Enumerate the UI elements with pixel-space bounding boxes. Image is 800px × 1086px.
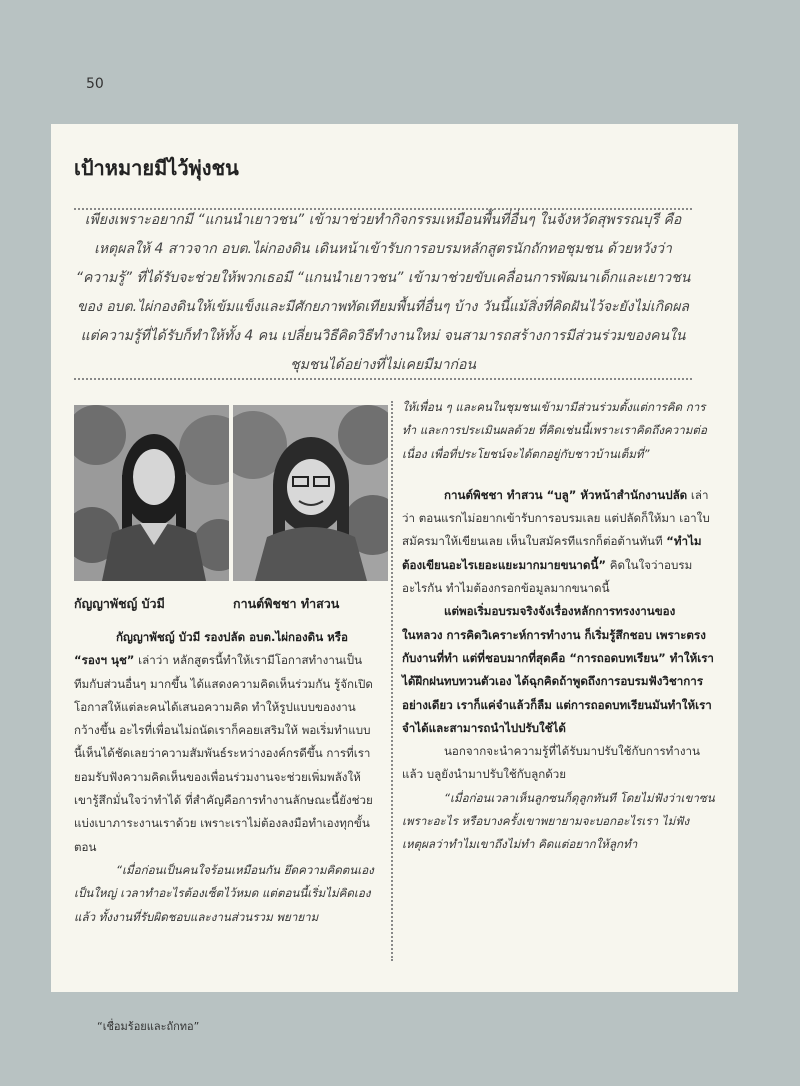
paragraph-4-bold-a: แต่พอเริ่มอบรมจริงจังเรื่องหลักการทรงงานของในหลวง การคิดวิเคราะห์การทำงาน ก็เริ่มรู้สึกชอบ เพราะตรงกับงานที่ทำ แต่ที่ชอบมากที่สุดคือ “การถอดบทเรียน” ทำให้เราได้ฝึกฝนทบทวนตัวเอง ได้ฉุกคิด [402,604,714,689]
paragraph-6-quote: “เมื่อก่อนเวลาเห็นลูกซนก็ดุลูกทันที โดยไม่ฟังว่าเขาซนเพราะอะไร หรือบางครั้งเขาพยายามจะบอกอะไรเรา ไม่ฟังเหตุผลว่าทำไมเขาถึงไม่ทำ คิดแต่อยากให้ลูกทำ [402,790,715,852]
portrait-photo-1 [74,405,229,581]
article-title: เป้าหมายมีไว้พุ่งชน [74,156,239,180]
interviewee-2-name: กานต์พิชชา ทำสวน “บลู” หัวหน้าสำนักงานปลัด [444,487,688,502]
paragraph-4 [402,600,715,740]
quote-continuation: ให้เพื่อน ๆ และคนในชุมชนเข้ามามีส่วนร่วมตั้งแต่การคิด การทำ และการประเมินผลด้วย ที่คิดเช่นนี้เพราะเราคิดถึงความต่อเนื่อง เพื่อที่ประโยชน์จะได้ตกอยู่กับชาวบ้านเต็มที่” [402,400,707,461]
paragraph-3-text-b: คิดในใจว่าอบรมอะไรกัน ทำไมต้องกรอกข้อมูลมากขนาดนี้ [402,557,693,596]
article-card [51,124,738,992]
paragraph-4-bold-b: ถ้าพูดถึงการอบรมฟังวิชาการอย่างเดียว เราก็แค่จำแล้วก็ลืม แต่การถอดบทเรียนมันทำให้เราจำได้และสามารถนำไปปรับใช้ได้ [402,674,712,735]
left-column [74,626,377,929]
photo-2-caption: กานต์พิชชา ทำสวน [233,596,340,611]
page-number: 50 [86,76,104,92]
photo-1-caption: กัญญาพัชญ์ บัวมี [74,596,165,611]
footer-caption: “เชื่อมร้อยและถักทอ” [97,1020,200,1033]
paragraph-1-text: เล่าว่า หลักสูตรนี้ทำให้เรามีโอกาสทำงานเป็นทีมกับส่วนอื่นๆ มากขึ้น ได้แสดงความคิดเห็นร่วมกัน รู้จักเปิดโอกาสให้แต่ละคนได้เสนอความคิด ทำให้รูปแบบของงานกว้างขึ้น อะไรที่เพื่อนไม่ถนัดเราก็คอยเสริมให้ พอเริ่มทำแบบนี้เห็นได้ชัดเลยว่าความสัมพันธ์ระหว่างองค์กรดีขึ้น การที่เรายอมรับฟังความคิดเห็นของเพื่อนร่วมงานจะช่วยเพิ่มพลังให้เขารู้สึกมั่นใจว่าทำได้ ที่สำคัญคือการทำงานลักษณะนี้ยังช่วยแบ่งเบาภาระงานเราด้วย เพราะเราไม่ต้องลงมือทำเองทุกขั้นตอน [74,653,373,854]
intro-bottom-divider [74,378,692,380]
column-divider [391,401,393,961]
paragraph-1 [74,626,377,859]
interviewee-1-name: กัญญาพัชญ์ บัวมี รองปลัด อบต.ไผ่กองดิน หรือ “รองฯ นุช” [74,630,348,668]
paragraph-3-quote: “ทำไมต้องเขียนอะไรเยอะแยะมากมายขนาดนี้” [402,534,702,572]
article-intro: เพียงเพราะอยากมี “แกนนำเยาวชน” เข้ามาช่วยทำกิจกรรมเหมือนพื้นที่อื่นๆ ในจังหวัดสุพรรณบุรี คือเหตุผลให้ 4 สาวจาก อบต.ไผ่กองดิน เดินหน้าเข้ารับการอบรมหลักสูตรนักถักทอชุมชน ด้วยหวังว่า “ความรู้” ที่ได้รับจะช่วยให้พวกเธอมี “แกนนำเยาวชน” เข้ามาช่วยขับเคลื่อนการพัฒนาเด็กและเยาวชนของ อบต.ไผ่กองดินให้เข้มแข็งและมีศักยภาพทัดเทียมพื้นที่อื่นๆ บ้าง วันนี้แม้สิ่งที่คิดฝันไว้จะยังไม่เกิดผล แต่ความรู้ที่ได้รับก็ทำให้ทั้ง 4 คน เปลี่ยนวิธีคิดวิธีทำงานใหม่ จนสามารถสร้างการมีส่วนร่วมของคนในชุมชนได้อย่างที่ไม่เคยมีมาก่อน [75,212,691,373]
paragraph-3 [402,484,715,600]
portrait-photo-2 [233,405,388,581]
right-column [402,396,715,857]
paragraph-5: นอกจากจะนำความรู้ที่ได้รับมาปรับใช้กับการทำงานแล้ว บลูยังนำมาปรับใช้กับลูกด้วย [402,744,700,782]
paragraph-3-text-a: เล่าว่า ตอนแรกไม่อยากเข้ารับการอบรมเลย แต่ปลัดก็ให้มา เอาใบสมัครมาให้เขียนเลย เห็นใบสมัครทีแรกก็ต่อต้านทันที [402,487,710,549]
paragraph-2-quote: “เมื่อก่อนเป็นคนใจร้อนเหมือนกัน ยึดความคิดตนเองเป็นใหญ่ เวลาทำอะไรต้องเซ็ตไว้หมด แต่ตอนนี้เริ่มไม่คิดเองแล้ว ทั้งงานที่รับผิดชอบและงานส่วนรวม พยายาม [74,862,374,924]
